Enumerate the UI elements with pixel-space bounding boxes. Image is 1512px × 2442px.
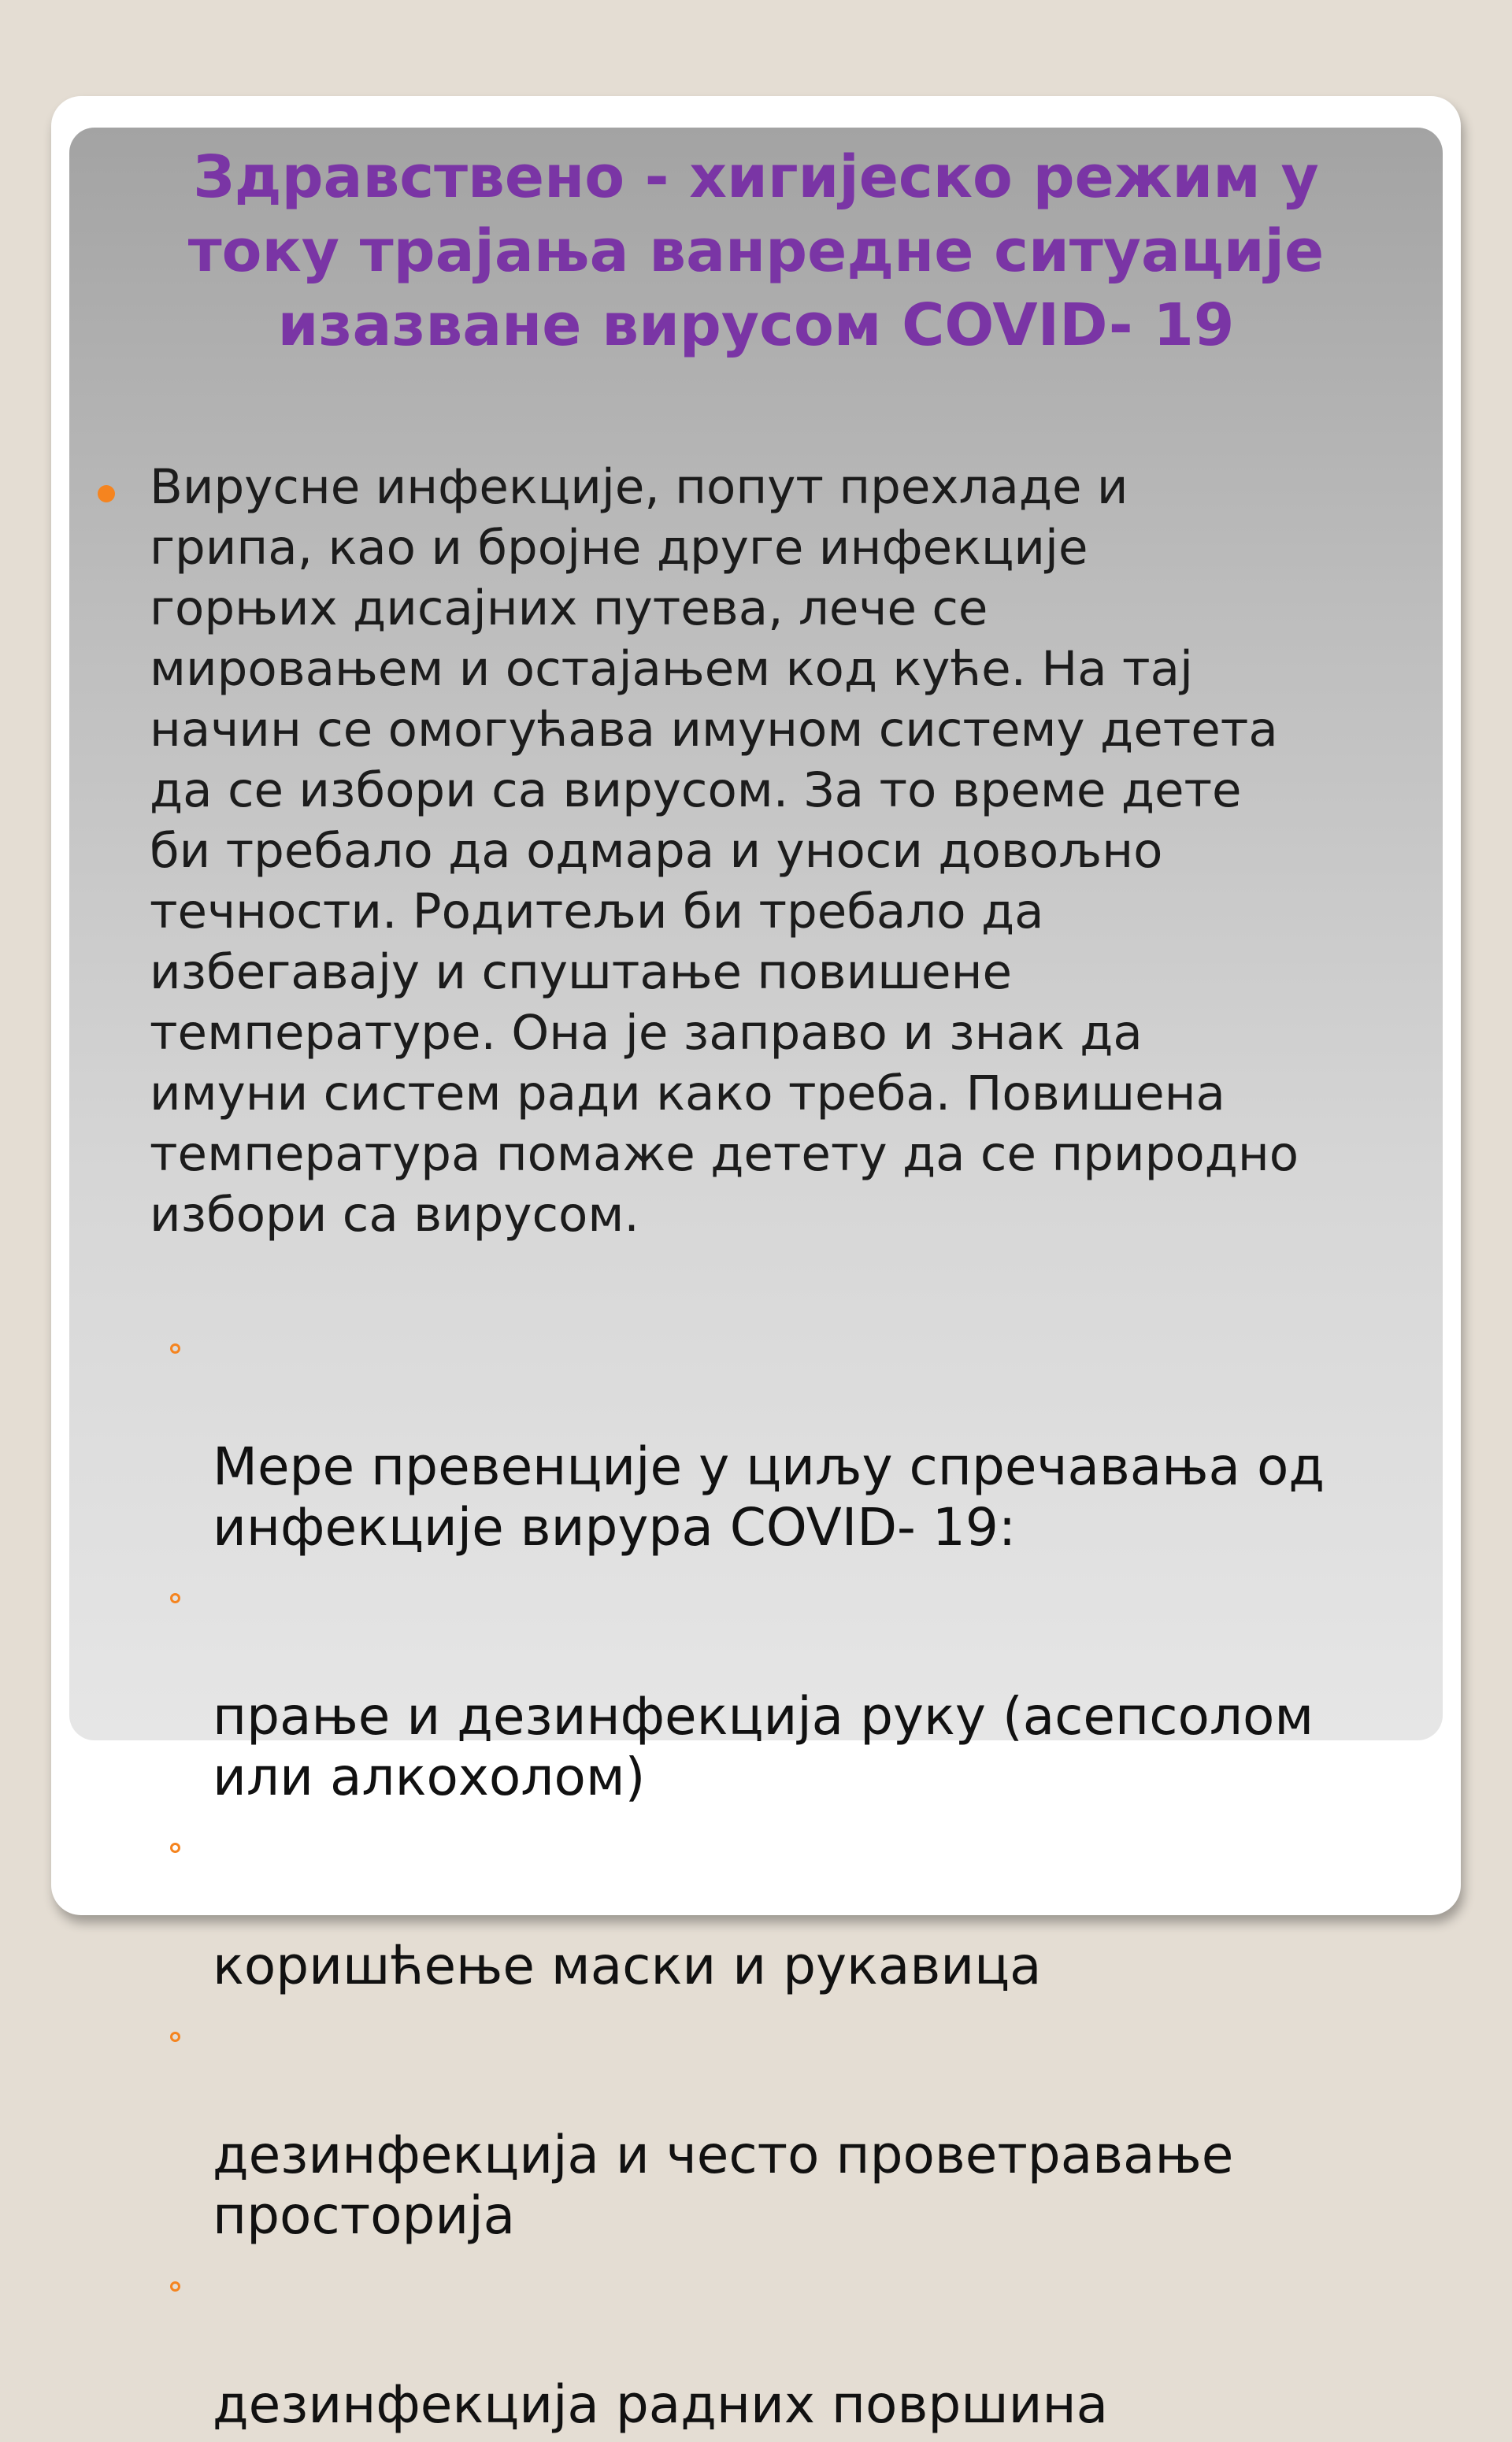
main-bullet — [91, 457, 1443, 1245]
bullet-dot-icon — [98, 485, 115, 502]
circle-bullet-icon — [170, 1593, 180, 1603]
sub-bullet-text: Мере превенције у циљу спречавања од инфекције вирура COVID- 19: — [213, 1436, 1325, 1558]
main-bullet-text: Вирусне инфекције, попут прехладе и грипа, као и бројне друге инфекције горњих дисајних путева, лече се мировањем и остајањем код куће. На тај начин се омогућава имуном систему детета да се избори са вирусом. За то време дете би требало да одмара и уноси довољно течности. Родитељи би требало да избегавају и спуштање повишене температуре. Она је заправо и знак да имуни систем ради како треба. Повишена температура помаже детету да се природно избори са вирусом. — [150, 459, 1299, 1243]
circle-bullet-icon — [170, 2032, 180, 2042]
circle-bullet-icon — [170, 2281, 180, 2292]
sub-bullet-item — [165, 2003, 1441, 2246]
sub-bullet-text: коришћење маски и рукавица — [213, 1936, 1042, 1996]
sub-bullet-item — [165, 1814, 1441, 1996]
circle-bullet-icon — [170, 1343, 180, 1354]
sub-bullet-item — [165, 1315, 1441, 1558]
sub-bullet-item — [165, 2253, 1441, 2435]
sub-bullet-text: прање и дезинфекција руку (асепсолом или алкохолом) — [213, 1686, 1314, 1807]
circle-bullet-icon — [170, 1843, 180, 1853]
sub-bullet-text: дезинфекција радних површина — [213, 2374, 1109, 2435]
slide-title: Здравствено - хигијеско режим у току трајања ванредне ситуације изазване вирусом COVID- 19 — [187, 143, 1325, 359]
sub-bullet-list — [165, 1315, 1441, 2442]
sub-bullet-item — [165, 1565, 1441, 1807]
sub-bullet-text: дезинфекција и често проветравање просторија — [213, 2125, 1234, 2246]
